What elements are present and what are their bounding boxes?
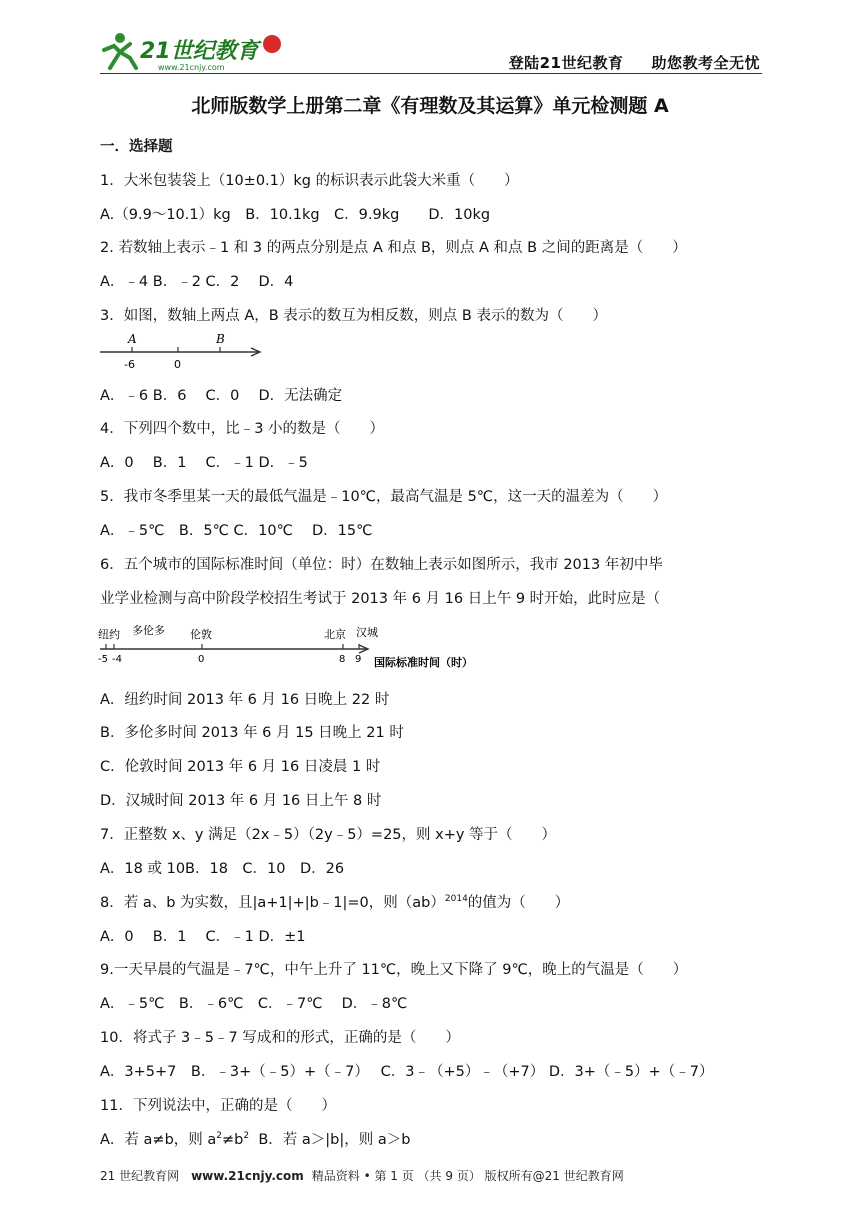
- options-10: A．3+5+7 B．﹣3+（﹣5）+（﹣7） C．3﹣（+5）﹣（+7） D．3+（﹣5）+（﹣7）: [100, 1064, 714, 1080]
- tick-label-9: 9: [355, 654, 362, 665]
- options-6a: A．纽约时间 2013 年 6 月 16 日晚上 22 时: [100, 692, 390, 708]
- question-7: 7．正整数 x、y 满足（2x﹣5）（2y﹣5）=25，则 x+y 等于（ ）: [100, 827, 557, 843]
- tick-label-8: 8: [339, 654, 346, 665]
- slogan-right: 助您教考全无忧: [651, 54, 760, 72]
- section-heading: 一．选择题: [100, 139, 173, 155]
- apple-icon: [263, 35, 281, 53]
- footer-site-link[interactable]: www.21cnjy.com: [191, 1169, 304, 1183]
- tick-label-neg6: -6: [124, 358, 135, 371]
- city-beijing: 北京: [324, 628, 346, 641]
- city-london: 伦敦: [190, 628, 212, 641]
- question-8-tail: 的值为（ ）: [467, 895, 570, 911]
- footer-right: 精品资料 • 第 1 页 （共 9 页） 版权所有@21 世纪教育网: [311, 1169, 624, 1183]
- tick-label-0: 0: [198, 654, 205, 665]
- options-6b: B．多伦多时间 2013 年 6 月 15 日晚上 21 时: [100, 725, 404, 741]
- question-6-line1: 6．五个城市的国际标准时间（单位：时）在数轴上表示如图所示，我市 2013 年初中毕: [100, 557, 663, 573]
- options-4: A．0 B．1 C．﹣1 D．﹣5: [100, 455, 308, 471]
- options-1: A.（9.9～10.1）kg B．10.1kg C．9.9kg D．10kg: [100, 207, 491, 223]
- tick-label-0: 0: [174, 358, 181, 371]
- options-6c: C．伦敦时间 2013 年 6 月 16 日凌晨 1 时: [100, 759, 381, 775]
- question-11: 11．下列说法中，正确的是（ ）: [100, 1098, 336, 1114]
- option-11a-sup: 2: [216, 1131, 222, 1142]
- options-5: A．﹣5℃ B．5℃ C．10℃ D．15℃: [100, 523, 373, 539]
- page-title: 北师版数学上册第二章《有理数及其运算》单元检测题 A: [191, 95, 669, 117]
- number-line-figure: [98, 330, 268, 372]
- options-9: A．﹣5℃ B．﹣6℃ C．﹣7℃ D．﹣8℃: [100, 996, 408, 1012]
- options-7: A．18 或 10B．18 C．10 D．26: [100, 861, 345, 877]
- axis-label: 国际标准时间（时）: [374, 656, 473, 669]
- runner-icon: [104, 33, 136, 68]
- option-11a-mid: ≠b: [222, 1132, 244, 1148]
- page-header: [100, 28, 762, 74]
- logo-text: 21世纪教育: [140, 39, 259, 64]
- question-6-line2: 业学业检测与高中阶段学校招生考试于 2013 年 6 月 16 日上午 9 时开始，此时应是（: [100, 591, 661, 607]
- question-4: 4．下列四个数中，比﹣3 小的数是（ ）: [100, 421, 385, 437]
- city-toronto: 多伦多: [132, 624, 165, 637]
- question-3: 3．如图，数轴上两点 A，B 表示的数互为相反数，则点 B 表示的数为（ ）: [100, 308, 607, 324]
- timezone-number-line-figure: [98, 618, 518, 674]
- page-footer: [100, 1167, 762, 1184]
- header-divider: [100, 73, 762, 74]
- city-seoul: 汉城: [356, 626, 378, 639]
- city-newyork: 纽约: [98, 628, 120, 641]
- options-8: A．0 B．1 C．﹣1 D．±1: [100, 929, 306, 945]
- question-5: 5．我市冬季里某一天的最低气温是﹣10℃，最高气温是 5℃，这一天的温差为（ ）: [100, 489, 668, 505]
- 21cnjy-logo: [100, 28, 290, 74]
- question-2: 2. 若数轴上表示﹣1 和 3 的两点分别是点 A 和点 B，则点 A 和点 B 之间的距离是（ ）: [100, 240, 687, 256]
- question-10: 10．将式子 3﹣5﹣7 写成和的形式，正确的是（ ）: [100, 1030, 460, 1046]
- tick-label-neg4: -4: [112, 654, 122, 665]
- option-11b-text: B．若 a＞|b|，则 a＞b: [258, 1132, 411, 1148]
- question-8-exponent: 2014: [444, 894, 468, 905]
- point-b-label: B: [216, 332, 225, 346]
- footer-left: 21 世纪教育网: [100, 1169, 180, 1183]
- option-11a-text: A．若 a≠b，则 a: [100, 1132, 217, 1148]
- question-8: [100, 891, 569, 912]
- question-1: 1．大米包装袋上（10±0.1）kg 的标识表示此袋大米重（ ）: [100, 173, 519, 189]
- question-8-text: 8．若 a、b 为实数，且|a+1|+|b﹣1|=0，则（ab）: [100, 895, 445, 911]
- options-3: A．﹣6 B．6 C．0 D．无法确定: [100, 388, 343, 404]
- question-9: 9.一天早晨的气温是﹣7℃，中午上升了 11℃，晚上又下降了 9℃，晚上的气温是（ ）: [100, 962, 688, 978]
- point-a-label: A: [128, 332, 137, 346]
- option-11a-sup2: 2: [243, 1131, 250, 1142]
- tick-label-neg5: -5: [98, 654, 108, 665]
- options-11: [100, 1128, 410, 1149]
- logo-url: www.21cnjy.com: [158, 63, 225, 72]
- slogan-left: 登陆21世纪教育: [508, 54, 624, 72]
- header-slogan: [481, 52, 760, 73]
- options-6d: D．汉城时间 2013 年 6 月 16 日上午 8 时: [100, 793, 382, 809]
- options-2: A．﹣4 B．﹣2 C．2 D．4: [100, 274, 294, 290]
